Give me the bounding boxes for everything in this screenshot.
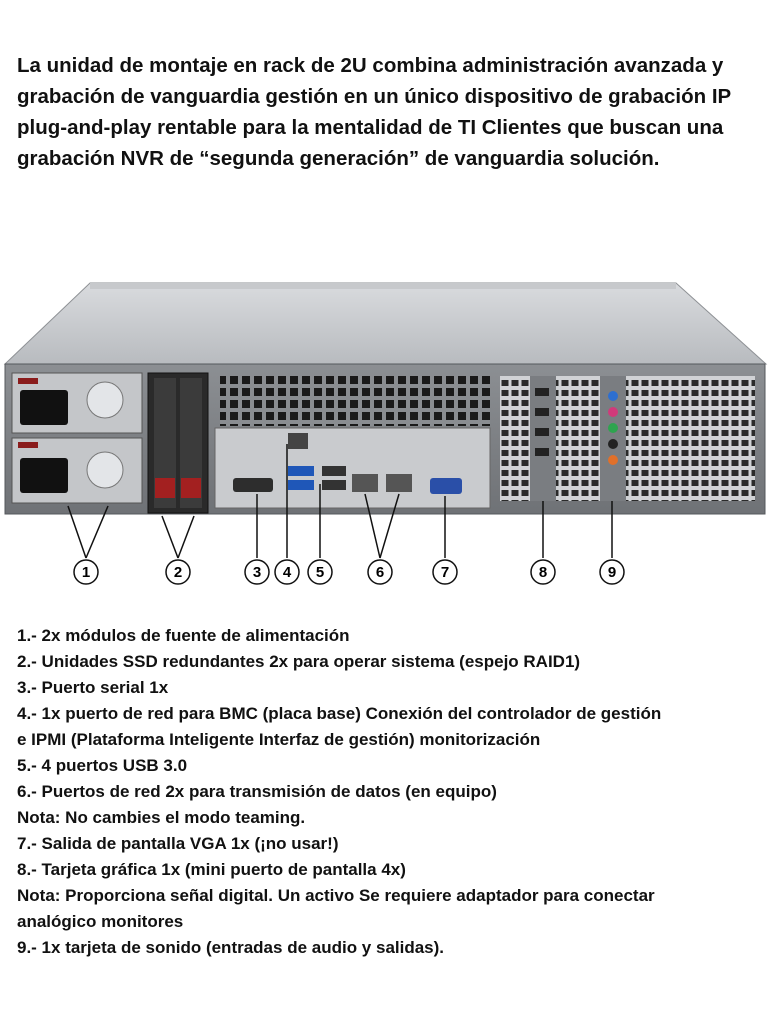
list-item: 9.- 1x tarjeta de sonido (entradas de audio y salidas). [17, 938, 445, 957]
callout-2 [166, 560, 190, 584]
callout-markers [74, 560, 624, 584]
callout-3 [245, 560, 269, 584]
svg-text:6: 6 [375, 564, 385, 581]
server-rear-figure [0, 278, 768, 598]
list-item: Nota: No cambies el modo teaming. [17, 808, 306, 827]
svg-text:7: 7 [440, 564, 450, 581]
svg-text:4: 4 [282, 564, 292, 581]
callout-5 [308, 560, 332, 584]
list-item: 3.- Puerto serial 1x [17, 678, 169, 697]
list-item: 7.- Salida de pantalla VGA 1x (¡no usar!) [17, 834, 339, 853]
vent-grille [220, 376, 490, 426]
list-item: e IPMI (Plataforma Inteligente Interfaz de gestión) monitorización [17, 730, 541, 749]
callout-1 [74, 560, 98, 584]
callout-7 [433, 560, 457, 584]
svg-text:2: 2 [173, 564, 183, 581]
list-item: 8.- Tarjeta gráfica 1x (mini puerto de pantalla 4x) [17, 860, 406, 879]
svg-text:9: 9 [607, 564, 617, 581]
ssd-bays [148, 373, 208, 513]
svg-text:1: 1 [81, 564, 91, 581]
list-item: analógico monitores [17, 912, 184, 931]
svg-text:3: 3 [252, 564, 262, 581]
callout-6 [368, 560, 392, 584]
callout-8 [531, 560, 555, 584]
server-rear-illustration [0, 278, 768, 598]
psu-modules [12, 373, 142, 503]
list-item: 2.- Unidades SSD redundantes 2x para operar sistema (espejo RAID1) [17, 652, 581, 671]
intro-paragraph: La unidad de montaje en rack de 2U combina administración avanzada y grabación de vanguardia gestión en un único dispositivo de grabación IP plug-and-play rentable para la mentalidad de TI Clientes que buscan una grabación NVR de “segunda generación” de vanguardia solución. [17, 54, 731, 170]
list-item: Nota: Proporciona señal digital. Un activo Se requiere adaptador para conectar [17, 886, 655, 905]
component-list [17, 623, 757, 961]
svg-text:5: 5 [315, 564, 325, 581]
list-item: 5.- 4 puertos USB 3.0 [17, 756, 188, 775]
callout-9 [600, 560, 624, 584]
svg-text:8: 8 [538, 564, 548, 581]
list-item: 4.- 1x puerto de red para BMC (placa base) Conexión del controlador de gestión [17, 704, 662, 723]
list-item: 1.- 2x módulos de fuente de alimentación [17, 626, 350, 645]
callout-4 [275, 560, 299, 584]
expansion-slots [500, 376, 755, 501]
chassis-top [5, 283, 766, 364]
list-item: 6.- Puertos de red 2x para transmisión de datos (en equipo) [17, 782, 497, 801]
